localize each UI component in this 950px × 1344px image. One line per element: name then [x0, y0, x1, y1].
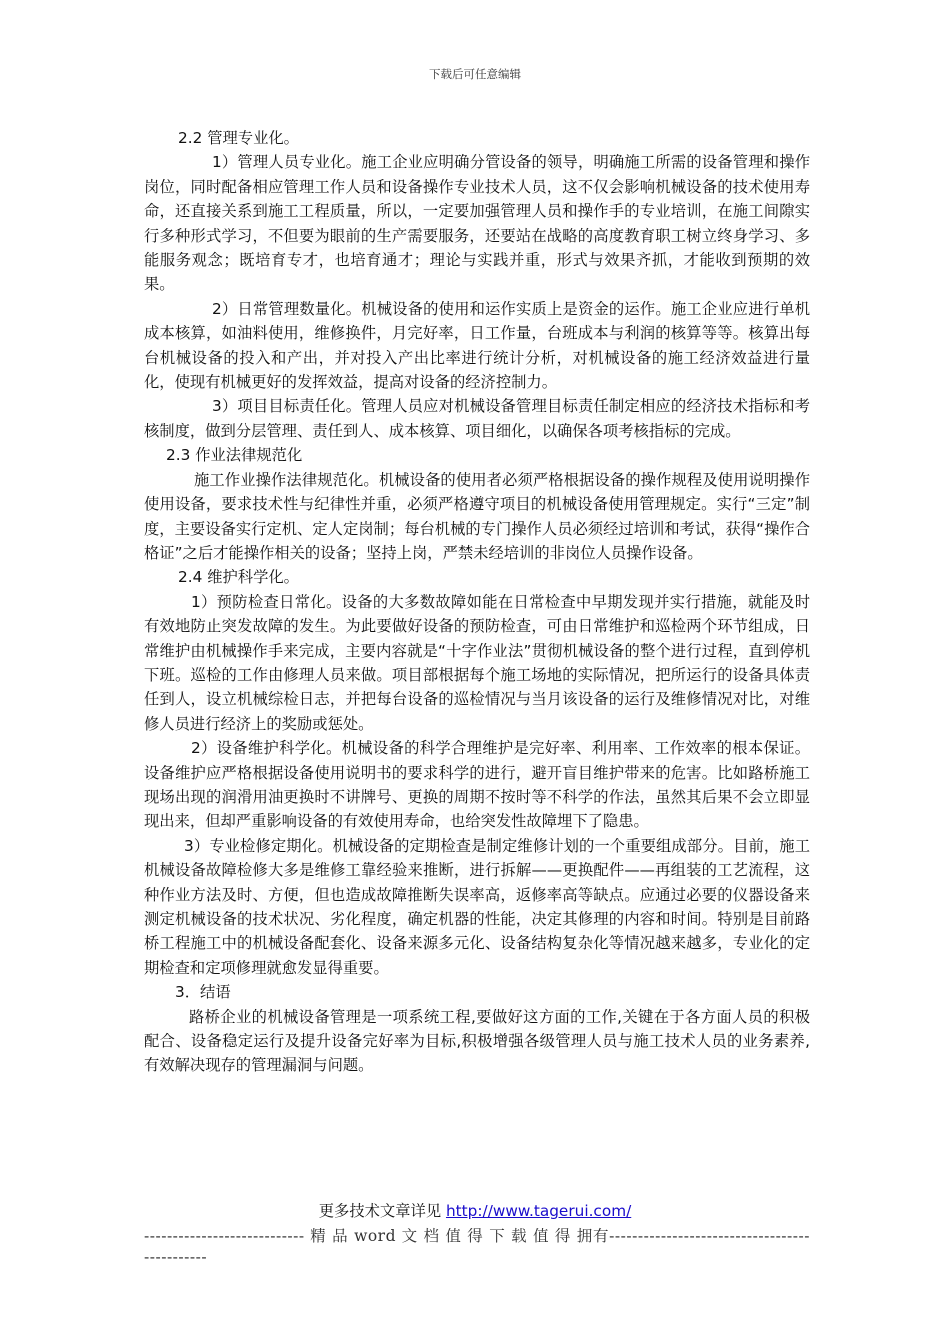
footer-link-prefix: 更多技术文章详见: [318, 1202, 446, 1220]
section-heading-2-4: 2.4 维护科学化。: [178, 568, 299, 587]
paragraph: 3）专业检修定期化。机械设备的定期检查是制定维修计划的一个重要组成部分。目前，施工机械设备故障检修大多是维修工靠经验来推断，进行拆解——更换配件——再组装的工艺流程，这种作业方法及时、方便，但也造成故障推断失误率高，返修率高等缺点。应通过必要的仪器设备来测定机械设备的技术状况、劣化程度，确定机器的性能，决定其修理的内容和时间。特别是目前路桥工程施工中的机械设备配套化、设备来源多元化、设备结构复杂化等情况越来越多，专业化的定期检查和定项修理就愈发显得重要。: [144, 836, 810, 977]
paragraph: 路桥企业的机械设备管理是一项系统工程,要做好这方面的工作,关键在于各方面人员的积极配合、设备稳定运行及提升设备完好率为目标,积极增强各级管理人员与施工技术人员的业务素养,有效解决现存的管理漏洞与问题。: [144, 1007, 810, 1075]
page-header-note: 下载后可任意编辑: [429, 67, 521, 81]
paragraph: 3）项目目标责任化。管理人员应对机械设备管理目标责任制定相应的经济技术指标和考核制度，做到分层管理、责任到人、成本核算、项目细化，以确保各项考核指标的完成。: [144, 397, 810, 440]
section-heading-2-3: 2.3 作业法律规范化: [166, 446, 303, 465]
footer-website-link[interactable]: http://www.tagerui.com/: [445, 1202, 632, 1220]
paragraph: 施工作业操作法律规范化。机械设备的使用者必须严格根据设备的操作规程及使用说明操作使用设备，要求技术性与纪律性并重，必须严格遵守项目的机械设备使用管理规定。实行“三定”制度，主要设备实行定机、定人定岗制；每台机械的专门操作人员必须经过培训和考试，获得“操作合格证”之后才能操作相关的设备；坚持上岗，严禁未经培训的非岗位人员操作设备。: [144, 470, 810, 562]
paragraph: 1）管理人员专业化。施工企业应明确分管设备的领导，明确施工所需的设备管理和操作岗位，同时配备相应管理工作人员和设备操作专业技术人员，这不仅会影响机械设备的技术使用寿命，还直接关系到施工工程质量，所以，一定要加强管理人员和操作手的专业培训，在施工间隙实行多种形式学习，不但要为眼前的生产需要服务，还要站在战略的高度教育职工树立终身学习、多能服务观念；既培育专才，也培育通才；理论与实践并重，形式与效果齐抓，才能收到预期的效果。: [144, 153, 810, 294]
footer-more-articles: [0, 1199, 950, 1221]
paragraph: 2）设备维护科学化。机械设备的科学合理维护是完好率、利用率、工作效率的根本保证。设备维护应严格根据设备使用说明书的要求科学的进行，避开盲目维护带来的危害。比如路桥施工现场出现的润滑用油更换时不讲牌号、更换的周期不按时等不科学的作法，虽然其后果不会立即显现出来，但却严重影响设备的有效使用寿命，也给突发性故障埋下了隐患。: [144, 739, 810, 831]
document-body: [144, 126, 810, 1078]
section-heading-2-2: 2.2 管理专业化。: [178, 129, 299, 147]
section-heading-3: 3．结语: [175, 983, 231, 1002]
footer-download-note: ---------------------------- 精 品 word 文 档 值 得 下 载 值 得 拥有----------------------------------------------: [144, 1227, 810, 1266]
paragraph: 2）日常管理数量化。机械设备的使用和运作实质上是资金的运作。施工企业应进行单机成本核算，如油料使用，维修换件，月完好率，日工作量，台班成本与利润的核算等等。核算出每台机械设备的投入和产出，并对投入产出比率进行统计分析，对机械设备的施工经济效益进行量化，使现有机械更好的发挥效益，提高对设备的经济控制力。: [144, 299, 810, 392]
paragraph: 1）预防检查日常化。设备的大多数故障如能在日常检查中早期发现并实行措施，就能及时有效地防止突发故障的发生。为此要做好设备的预防检查，可由日常维护和巡检两个环节组成，日常维护由机械操作手来完成，主要内容就是“十字作业法”贯彻机械设备的整个进行过程，直到停机下班。巡检的工作由修理人员来做。项目部根据每个施工场地的实际情况，把所运行的设备具体责任到人，设立机械综检日志，并把每台设备的巡检情况与当月该设备的运行及维修情况对比，对维修人员进行经济上的奖励或惩处。: [144, 592, 810, 733]
